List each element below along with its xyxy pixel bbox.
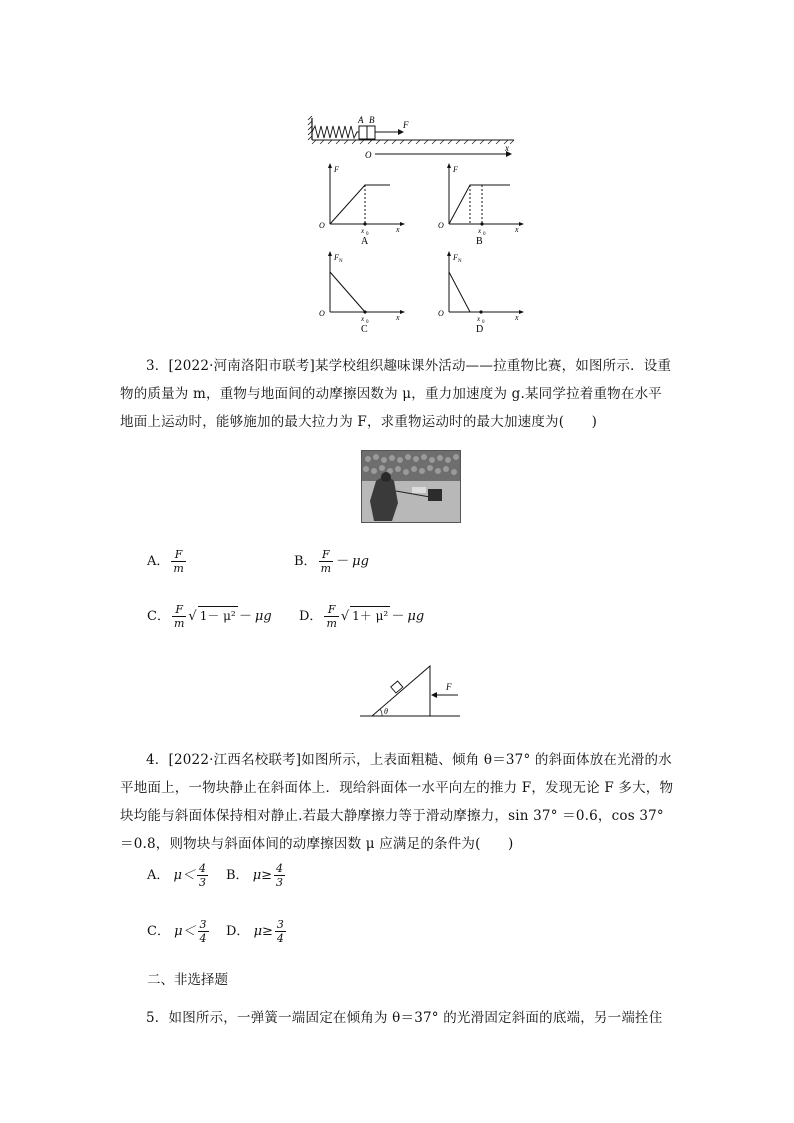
graph-caption-a: A bbox=[361, 236, 369, 247]
axis-f-label: F bbox=[453, 165, 458, 174]
question-5-stem: 5．如图所示，一弹簧一端固定在倾角为 θ＝37° 的光滑固定斜面的底端，另一端拴住 bbox=[146, 1010, 663, 1026]
q4-option-c[interactable] bbox=[147, 918, 211, 945]
option-label: C． bbox=[147, 609, 170, 624]
fraction-numerator: F bbox=[324, 603, 338, 617]
q4-option-d[interactable] bbox=[226, 918, 288, 945]
fraction-denominator: m bbox=[320, 562, 331, 575]
graph-caption-c: C bbox=[361, 324, 368, 335]
fraction bbox=[319, 548, 333, 575]
fraction-numerator: 4 bbox=[276, 862, 284, 875]
origin-label: O bbox=[319, 221, 325, 230]
graph-b bbox=[434, 160, 534, 248]
fraction bbox=[198, 918, 209, 945]
label-o: O bbox=[365, 150, 372, 160]
option-expression: － μg bbox=[335, 554, 369, 569]
axis-fn-sub: N bbox=[458, 259, 462, 264]
fraction-numerator: 3 bbox=[276, 918, 284, 931]
fraction bbox=[171, 548, 185, 575]
q3-option-b[interactable] bbox=[294, 548, 369, 575]
axis-x-label: x bbox=[515, 313, 519, 322]
fraction-numerator: F bbox=[319, 548, 333, 562]
x0-sub: 0 bbox=[483, 232, 486, 237]
graph-c bbox=[315, 248, 415, 336]
x0-label: x bbox=[361, 315, 365, 323]
axis-x-label: x bbox=[396, 225, 400, 234]
theta-label: θ bbox=[384, 707, 388, 716]
q4-option-b[interactable] bbox=[226, 862, 287, 889]
option-relation: μ＜ bbox=[174, 924, 196, 939]
x0-label: x bbox=[477, 315, 481, 323]
option-relation: μ≥ bbox=[253, 924, 273, 939]
fraction-numerator: 3 bbox=[199, 918, 207, 931]
sqrt-content: 1＋ μ² bbox=[350, 606, 390, 624]
graph-caption-b: B bbox=[476, 236, 483, 247]
option-expression: － μg bbox=[237, 609, 272, 624]
origin-label: O bbox=[438, 221, 444, 230]
option-expression: － μg bbox=[390, 609, 425, 624]
push-force-label: F bbox=[446, 682, 452, 692]
incline-figure bbox=[358, 660, 468, 722]
fraction-denominator: 4 bbox=[276, 932, 284, 945]
option-label: C． bbox=[147, 924, 170, 939]
q3-option-a[interactable] bbox=[147, 548, 188, 575]
label-a: A bbox=[358, 115, 364, 125]
option-label: D． bbox=[226, 924, 250, 939]
fraction-denominator: 4 bbox=[199, 932, 207, 945]
fraction-denominator: 3 bbox=[276, 876, 284, 889]
x0-sub: 0 bbox=[366, 320, 369, 325]
fraction bbox=[172, 603, 186, 630]
graph-caption-d: D bbox=[476, 324, 484, 335]
fraction-numerator: F bbox=[171, 548, 185, 562]
origin-label: O bbox=[438, 309, 444, 318]
option-label: B． bbox=[294, 554, 317, 569]
fraction bbox=[275, 918, 286, 945]
label-x: x bbox=[505, 143, 509, 153]
option-label: A． bbox=[147, 868, 170, 883]
axis-x-label: x bbox=[396, 313, 400, 322]
label-b: B bbox=[369, 115, 375, 125]
fraction-numerator: 4 bbox=[198, 862, 206, 875]
axis-f-label: F bbox=[334, 165, 339, 174]
sqrt-sign: √ bbox=[340, 609, 350, 624]
question-4-stem: 4．[2022·江西名校联考]如图所示，上表面粗糙、倾角 θ＝37° 的斜面体放在光滑的水平地面上，一物块静止在斜面体上．现给斜面体一水平向左的推力 F，发现无论 F 多大，物块均能与斜面体保持相对静止.若最大静摩擦力等于滑动摩擦力，sin 37° ＝0.6，cos 37° ＝0.8，则物块与斜面体间的动摩擦因数 μ 应满足的条件为( ) bbox=[120, 752, 674, 852]
question-3-stem: 3．[2022·河南洛阳市联考]某学校组织趣味课外活动——拉重物比赛，如图所示．设重物的质量为 m，重物与地面间的动摩擦因数为 μ，重力加速度为 g.某同学拉着重物在水平地面上运动时，能够施加的最大拉力为 F，求重物运动时的最大加速度为( ) bbox=[120, 358, 672, 430]
x0-sub: 0 bbox=[366, 232, 369, 237]
origin-label: O bbox=[319, 309, 325, 318]
fraction-denominator: m bbox=[173, 617, 185, 630]
fraction-denominator: m bbox=[326, 617, 337, 630]
sqrt-content: 1－ μ² bbox=[198, 606, 238, 624]
graph-a bbox=[315, 160, 415, 248]
fraction bbox=[324, 603, 338, 630]
option-relation: μ≥ bbox=[252, 868, 273, 883]
label-f: F bbox=[403, 120, 409, 130]
option-relation: μ＜ bbox=[173, 868, 195, 883]
spring-block-figure bbox=[300, 110, 520, 162]
x0-label: x bbox=[361, 227, 365, 235]
fraction bbox=[197, 862, 208, 889]
fraction-denominator: 3 bbox=[198, 876, 206, 889]
q3-option-c[interactable] bbox=[147, 603, 272, 630]
q4-option-a[interactable] bbox=[147, 862, 210, 889]
graph-d bbox=[434, 248, 534, 336]
option-label: B． bbox=[226, 868, 249, 883]
axis-fn-label: F bbox=[453, 253, 458, 262]
section-title: 二、非选择题 bbox=[147, 972, 228, 988]
option-label: A． bbox=[147, 554, 170, 569]
option-label: D． bbox=[299, 609, 323, 624]
x0-label: x bbox=[478, 227, 482, 235]
sqrt-sign: √ bbox=[188, 609, 197, 624]
fraction bbox=[274, 862, 285, 889]
q3-option-d[interactable] bbox=[299, 603, 424, 630]
tug-weight-photo bbox=[361, 450, 461, 523]
axis-fn-label: F bbox=[334, 253, 339, 262]
fraction-denominator: m bbox=[173, 562, 184, 575]
axis-x-label: x bbox=[515, 225, 519, 234]
axis-fn-sub: N bbox=[339, 259, 343, 264]
fraction-numerator: F bbox=[172, 603, 186, 617]
x0-sub: 0 bbox=[482, 320, 485, 325]
